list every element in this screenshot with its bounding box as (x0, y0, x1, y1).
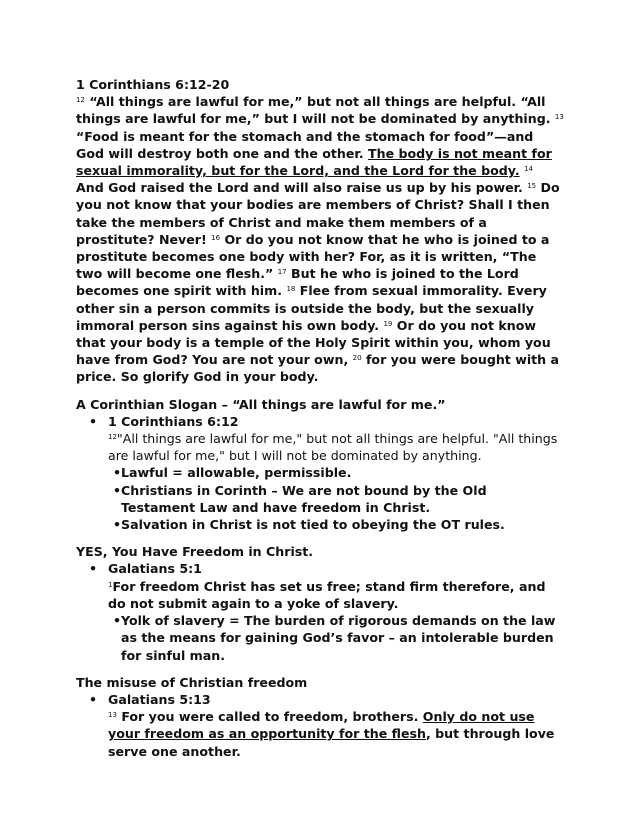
section-title-slogan: A Corinthian Slogan – “All things are lawful for me.” (76, 396, 446, 412)
verse-quote: $^{13}$ For you were called to freedom, brothers. Only do not use your freedom as an opportunity for the flesh, but through love serve one another. (108, 709, 555, 759)
passage-heading: 1 Corinthians 6:12-20 (76, 77, 230, 92)
section-title-misuse: The misuse of Christian freedom (76, 674, 308, 690)
verse-quote: $^{12}$"All things are lawful for me," but not all things are helpful. "All things are lawful for me," but I will not be dominated by anything. (108, 431, 558, 464)
verse-quote: $^1$For freedom Christ has set us free; stand firm therefore, and do not submit again to a yoke of slavery. (108, 578, 546, 611)
bullet-reference: • Galatians 5:13 (89, 691, 211, 707)
sub-bullet: • Lawful = allowable, permissible. (113, 465, 352, 481)
underlined-verse: Only do not use your freedom as an opportunity for the flesh (108, 709, 535, 742)
passage-text: $^{12}$ “All things are lawful for me,” but not all things are helpful. “All things are lawful for me,” but I will not be dominated by anything. $^{13}$ “Food is meant for the stomach and the stomach for food”—and God will destroy both one and the other. The body is not meant for sexual immorality, but for the Lord, and the Lord for the body. $^{14}$ And God raised the Lord and will also raise us up by his power. $^{15}$ Do you not know that your bodies are members of Christ? Shall I then take the members of Christ and make them members of a prostitute? Never! $^{16}$ Or do you not know that he who is joined to a prostitute becomes one body with her? For, as it is written, “The two will become one flesh.” $^{17}$ But he who is joined to the Lord becomes one spirit with him. $^{18}$ Flee from sexual immorality. Every other sin a person commits is outside the body, but the sexually immoral person sins against his own body. $^{19}$ Or do you not know that your body is a temple of the Holy Spirit within you, whom you have from God? You are not your own, $^{20}$ for you were bought with a price. So glorify God in your body. (76, 94, 564, 385)
section-title-freedom: YES, You Have Freedom in Christ. (76, 544, 314, 560)
bullet-reference: • Galatians 5:1 (89, 561, 202, 577)
underlined-passage: The body is not meant for sexual immorality, but for the Lord, and the Lord for the body. (76, 145, 552, 179)
sub-bullet: • Christians in Corinth – We are not bound by the Old Testament Law and have freedom in Christ. (113, 482, 487, 515)
sub-bullet: • Salvation in Christ is not tied to obeying the OT rules. (113, 517, 505, 533)
sub-bullet: • Yolk of slavery = The burden of rigorous demands on the law as the means for gaining God’s favor – an intolerable burden for sinful man. (113, 613, 556, 663)
document-body (76, 76, 564, 760)
bullet-reference: • 1 Corinthians 6:12 (89, 413, 239, 429)
